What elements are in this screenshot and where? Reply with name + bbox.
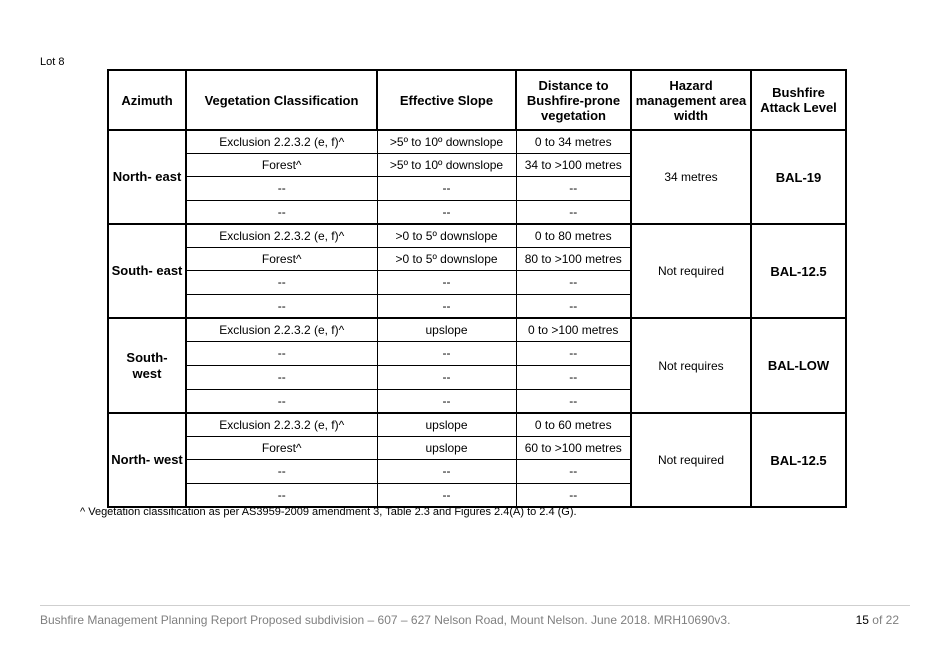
distance-cell: -- — [516, 270, 631, 294]
header-vegetation-classification: Vegetation Classification — [186, 70, 377, 130]
vegetation-cell: Forest^ — [186, 436, 377, 459]
slope-cell: -- — [377, 389, 516, 413]
vegetation-cell: Exclusion 2.2.3.2 (e, f)^ — [186, 413, 377, 436]
slope-cell: -- — [377, 365, 516, 389]
header-effective-slope: Effective Slope — [377, 70, 516, 130]
hazard-cell: Not required — [631, 413, 751, 507]
vegetation-cell: Exclusion 2.2.3.2 (e, f)^ — [186, 224, 377, 247]
distance-cell: 0 to >100 metres — [516, 318, 631, 341]
slope-cell: >0 to 5º downslope — [377, 224, 516, 247]
distance-cell: -- — [516, 200, 631, 224]
slope-cell: -- — [377, 200, 516, 224]
vegetation-cell: -- — [186, 341, 377, 365]
slope-cell: -- — [377, 270, 516, 294]
slope-cell: -- — [377, 176, 516, 200]
distance-cell: 80 to >100 metres — [516, 247, 631, 270]
distance-cell: -- — [516, 459, 631, 483]
distance-cell: -- — [516, 341, 631, 365]
vegetation-cell: Forest^ — [186, 153, 377, 176]
distance-cell: -- — [516, 483, 631, 507]
vegetation-cell: Exclusion 2.2.3.2 (e, f)^ — [186, 130, 377, 153]
distance-cell: 0 to 60 metres — [516, 413, 631, 436]
footer-report-title: Bushfire Management Planning Report Proposed subdivision – 607 – 627 Nelson Road, Mount Nelson. June 2018. MRH10690v3. — [40, 613, 731, 627]
bushfire-attack-level-table — [107, 69, 847, 508]
distance-cell: 34 to >100 metres — [516, 153, 631, 176]
bal-cell: BAL-19 — [751, 130, 846, 224]
page-current: 15 — [855, 613, 869, 627]
distance-cell: -- — [516, 294, 631, 318]
bal-cell: BAL-12.5 — [751, 413, 846, 507]
azimuth-cell: South- east — [108, 224, 186, 318]
slope-cell: -- — [377, 459, 516, 483]
slope-cell: >5º to 10º downslope — [377, 153, 516, 176]
vegetation-cell: -- — [186, 176, 377, 200]
slope-cell: -- — [377, 294, 516, 318]
distance-cell: 0 to 80 metres — [516, 224, 631, 247]
vegetation-cell: Forest^ — [186, 247, 377, 270]
hazard-cell: 34 metres — [631, 130, 751, 224]
slope-cell: upslope — [377, 413, 516, 436]
slope-cell: >0 to 5º downslope — [377, 247, 516, 270]
slope-cell: upslope — [377, 436, 516, 459]
vegetation-cell: -- — [186, 389, 377, 413]
slope-cell: -- — [377, 483, 516, 507]
azimuth-cell: South- west — [108, 318, 186, 413]
distance-cell: 60 to >100 metres — [516, 436, 631, 459]
distance-cell: 0 to 34 metres — [516, 130, 631, 153]
bal-cell: BAL-12.5 — [751, 224, 846, 318]
table-row — [108, 318, 846, 341]
hazard-cell: Not required — [631, 224, 751, 318]
table-row — [108, 224, 846, 247]
distance-cell: -- — [516, 389, 631, 413]
vegetation-cell: -- — [186, 365, 377, 389]
lot-label: Lot 8 — [40, 56, 65, 68]
page-number — [856, 613, 899, 627]
vegetation-cell: -- — [186, 483, 377, 507]
table-row — [108, 130, 846, 153]
vegetation-cell: -- — [186, 459, 377, 483]
header-distance: Distance to Bushfire-prone vegetation — [516, 70, 631, 130]
table-footnote: ^ Vegetation classification as per AS3959-2009 amendment 3, Table 2.3 and Figures 2.4(A) to 2.4 (G). — [80, 506, 577, 518]
distance-cell: -- — [516, 176, 631, 200]
vegetation-cell: Exclusion 2.2.3.2 (e, f)^ — [186, 318, 377, 341]
vegetation-cell: -- — [186, 294, 377, 318]
vegetation-cell: -- — [186, 200, 377, 224]
slope-cell: -- — [377, 341, 516, 365]
header-hazard-area-width: Hazard management area width — [631, 70, 751, 130]
azimuth-cell: North- west — [108, 413, 186, 507]
page-of: of — [872, 613, 883, 627]
azimuth-cell: North- east — [108, 130, 186, 224]
vegetation-cell: -- — [186, 270, 377, 294]
header-bal: Bushfire Attack Level — [751, 70, 846, 130]
distance-cell: -- — [516, 365, 631, 389]
bal-cell: BAL-LOW — [751, 318, 846, 413]
slope-cell: >5º to 10º downslope — [377, 130, 516, 153]
header-azimuth: Azimuth — [108, 70, 186, 130]
footer-divider — [40, 605, 910, 606]
slope-cell: upslope — [377, 318, 516, 341]
table-header-row — [108, 70, 846, 130]
page-total: 22 — [885, 613, 899, 627]
table-row — [108, 413, 846, 436]
hazard-cell: Not requires — [631, 318, 751, 413]
